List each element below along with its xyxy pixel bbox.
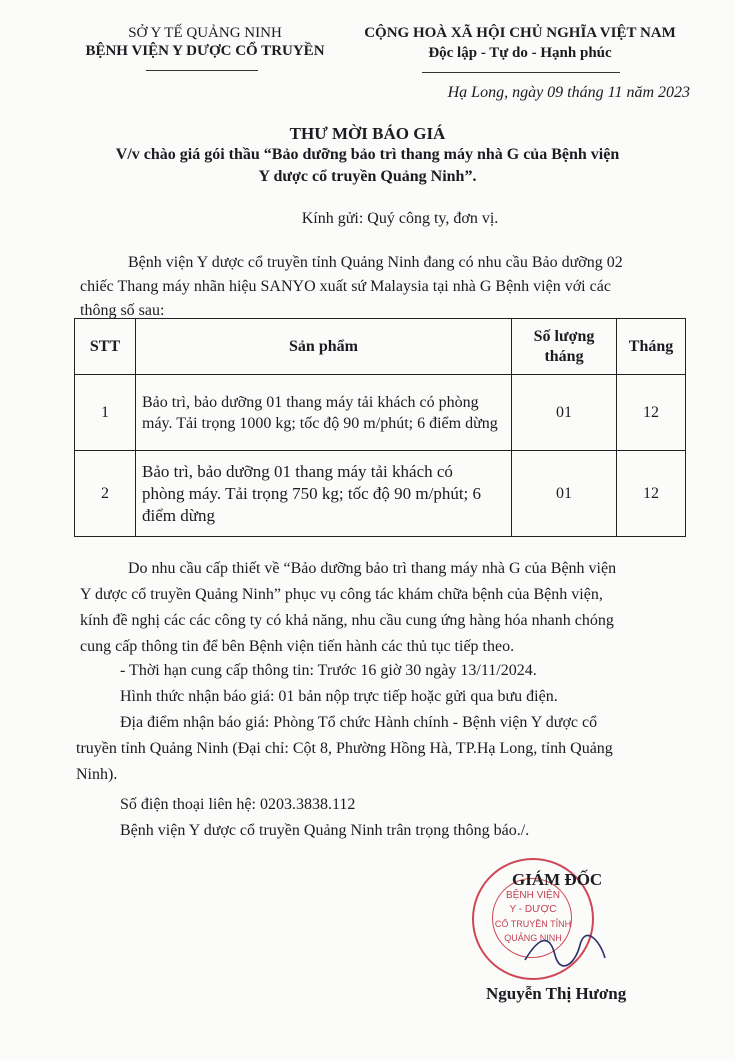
issue-date: Hạ Long, ngày 09 tháng 11 năm 2023 bbox=[447, 84, 690, 101]
signer-role: GIÁM ĐỐC bbox=[512, 870, 603, 889]
header-right-underline bbox=[422, 72, 620, 73]
submission-place-line-2: truyền tỉnh Quảng Ninh (Đại chỉ: Cột 8, Phường Hồng Hà, TP.Hạ Long, tỉnh Quảng bbox=[76, 740, 613, 757]
table-row bbox=[75, 375, 686, 451]
stamp-text-1: BỆNH VIỆN bbox=[506, 890, 560, 901]
signer-name: Nguyễn Thị Hương bbox=[486, 984, 627, 1003]
header-left-underline bbox=[146, 70, 258, 71]
row-month: 12 bbox=[617, 375, 686, 451]
subject-line-2: Y dược cổ truyền Quảng Ninh”. bbox=[258, 168, 477, 185]
handwritten-signature bbox=[520, 930, 610, 970]
ministry-name: SỞ Y TẾ QUẢNG NINH bbox=[128, 25, 282, 41]
body-line-2: Y dược cổ truyền Quảng Ninh” phục vụ công tác khám chữa bệnh của Bệnh viện, bbox=[80, 586, 603, 603]
greeting: Kính gửi: Quý công ty, đơn vị. bbox=[301, 210, 499, 227]
row-stt: 1 bbox=[75, 375, 136, 451]
submission-form-line: Hình thức nhận báo giá: 01 bản nộp trực tiếp hoặc gửi qua bưu điện. bbox=[120, 688, 558, 705]
intro-line-1: Bệnh viện Y dược cổ truyền tỉnh Quảng Ninh đang có nhu cầu Bảo dưỡng 02 bbox=[128, 254, 623, 271]
row-product: Bảo trì, bảo dưỡng 01 thang máy tải khách có phòng máy. Tải trọng 750 kg; tốc độ 90 m/phút; 6 điểm dừng bbox=[136, 451, 512, 537]
stamp-text-4: QUẢNG NINH bbox=[504, 933, 562, 943]
spec-table bbox=[74, 318, 686, 537]
country-name: CỘNG HOÀ XÃ HỘI CHỦ NGHĨA VIỆT NAM bbox=[364, 25, 676, 41]
col-qty: Số lượng tháng bbox=[512, 319, 617, 375]
row-product: Bảo trì, bảo dưỡng 01 thang máy tải khách có phòng máy. Tải trọng 1000 kg; tốc độ 90 m/phút; 6 điểm dừng bbox=[136, 375, 512, 451]
submission-place-line-3: Ninh). bbox=[76, 766, 118, 783]
contact-phone: Số điện thoại liên hệ: 0203.3838.112 bbox=[120, 796, 356, 813]
col-product: Sản phẩm bbox=[136, 319, 512, 375]
col-month: Tháng bbox=[617, 319, 686, 375]
row-qty: 01 bbox=[512, 451, 617, 537]
intro-line-3: thông số sau: bbox=[80, 302, 165, 319]
row-qty: 01 bbox=[512, 375, 617, 451]
body-line-3: kính đề nghị các các công ty có khả năng, nhu cầu cung ứng hàng hóa nhanh chóng bbox=[80, 612, 614, 629]
table-row bbox=[75, 451, 686, 537]
table-header-row bbox=[75, 319, 686, 375]
stamp-text-3: CỔ TRUYỀN TỈNH bbox=[494, 919, 572, 929]
deadline-line: - Thời hạn cung cấp thông tin: Trước 16 giờ 30 ngày 13/11/2024. bbox=[120, 662, 537, 679]
hospital-name: BỆNH VIỆN Y DƯỢC CỔ TRUYỀN bbox=[85, 43, 325, 59]
national-motto: Độc lập - Tự do - Hạnh phúc bbox=[428, 45, 612, 61]
body-line-1: Do nhu cầu cấp thiết về “Bảo dưỡng bảo trì thang máy nhà G của Bệnh viện bbox=[128, 560, 617, 577]
document-title: THƯ MỜI BÁO GIÁ bbox=[289, 124, 446, 143]
subject-line-1: V/v chào giá gói thầu “Bảo dưỡng bảo trì thang máy nhà G của Bệnh viện bbox=[115, 146, 620, 163]
col-stt: STT bbox=[75, 319, 136, 375]
stamp-text-2: Y - DƯỢC bbox=[509, 904, 557, 915]
intro-line-2: chiếc Thang máy nhãn hiệu SANYO xuất sứ Malaysia tại nhà G Bệnh viện với các bbox=[80, 278, 611, 295]
row-stt: 2 bbox=[75, 451, 136, 537]
row-month: 12 bbox=[617, 451, 686, 537]
closing-line: Bệnh viện Y dược cổ truyền Quảng Ninh trân trọng thông báo./. bbox=[120, 822, 530, 839]
body-line-4: cung cấp thông tin để bên Bệnh viện tiến hành các thủ tục tiếp theo. bbox=[80, 638, 515, 655]
submission-place-line-1: Địa điểm nhận báo giá: Phòng Tổ chức Hành chính - Bệnh viện Y dược cổ bbox=[120, 714, 598, 731]
